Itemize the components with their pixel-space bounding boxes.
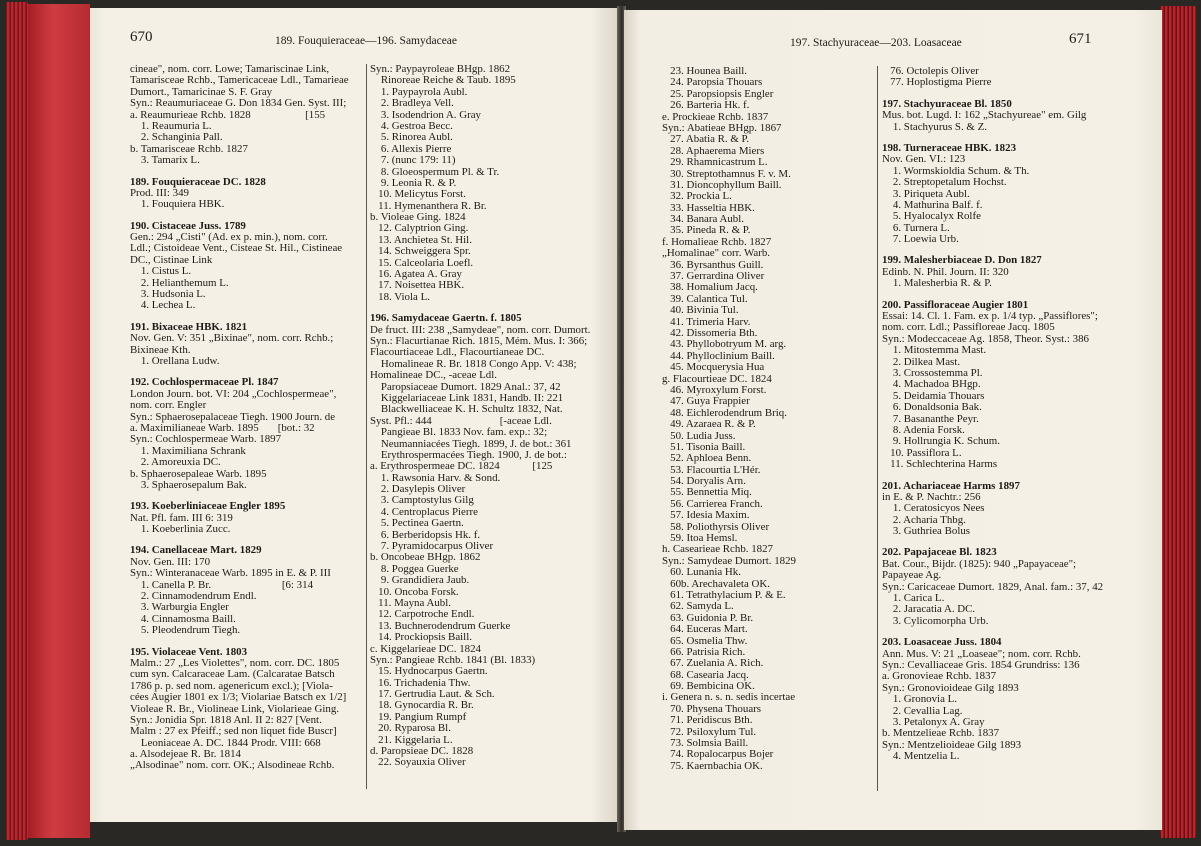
- text-line: a. Reaumurieae Rchb. 1828 [155: [130, 109, 326, 121]
- text-line: Malm.: 27 „Les Violettes", nom. corr. DC. 1805: [130, 657, 340, 669]
- text-line: 3. Crossostemma Pl.: [882, 367, 983, 379]
- text-line: in E. & P. Nachtr.: 256: [882, 491, 981, 503]
- text-line: 10. Melicytus Forst.: [370, 189, 466, 201]
- text-line: 1. Stachyurus S. & Z.: [882, 121, 987, 133]
- text-line: Paropsiaceae Dumort. 1829 Anal.: 37, 42: [370, 381, 561, 393]
- text-line: Syn.: Mentzelioideae Gilg 1893: [882, 739, 1022, 751]
- text-line: d. Paropsieae DC. 1828: [370, 746, 474, 758]
- text-line: 11. Schlechterina Harms: [882, 459, 998, 471]
- text-line: Ann. Mus. V: 21 „Loaseae"; nom. corr. Rchb.: [882, 648, 1081, 660]
- text-line: 2. Amoreuxia DC.: [130, 457, 221, 469]
- text-line: Pangieae Bl. 1833 Nov. fam. exp.: 32;: [370, 427, 548, 439]
- text-line: 6. Allexis Pierre: [370, 143, 452, 155]
- text-line: 65. Osmelia Thw.: [662, 635, 748, 647]
- text-line: 14. Schweiggera Spr.: [370, 246, 471, 258]
- text-line: [882, 471, 1144, 481]
- left-page: [90, 8, 618, 822]
- text-line: 200. Passifloraceae Augier 1801: [882, 299, 1029, 311]
- text-line: e. Prockieae Rchb. 1837: [662, 111, 769, 123]
- text-line: 2. Cinnamodendrum Endl.: [130, 591, 257, 603]
- text-line: 10. Passiflora L.: [882, 447, 962, 459]
- text-line: [130, 637, 362, 647]
- text-line: 73. Solmsia Baill.: [662, 738, 749, 750]
- text-line: 62. Samyda L.: [662, 601, 734, 613]
- text-line: 51. Tisonia Baill.: [662, 441, 746, 453]
- text-line: 20. Ryparosa Bl.: [370, 723, 451, 735]
- text-line: 3. Piriqueta Aubl.: [882, 188, 970, 200]
- text-line: 193. Koeberliniaceae Engler 1895: [130, 501, 286, 513]
- text-line: 57. Idesia Maxim.: [662, 510, 750, 522]
- text-line: Syn.: Flacurtianae Rich. 1815, Mém. Mus. I: 366;: [370, 335, 588, 347]
- text-line: 46. Myroxylum Forst.: [662, 384, 767, 396]
- text-line: Edinb. N. Phil. Journ. II: 320: [882, 266, 1009, 278]
- text-line: 189. Fouquieraceae DC. 1828: [130, 176, 266, 188]
- text-line: Malm : 27 ex Pfeiff.; sed non liquet fide Buscr]: [130, 726, 337, 738]
- text-line: 1. Wormskioldia Schum. & Th.: [882, 165, 1030, 177]
- text-line: 3. Isodendrion A. Gray: [370, 109, 482, 121]
- text-line: Syn.: Abatieae BHgp. 1867: [662, 122, 782, 134]
- text-line: 8. Gloeospermum Pl. & Tr.: [370, 166, 500, 178]
- text-line: 70. Physena Thouars: [662, 703, 762, 715]
- book-edge-left-inner: [28, 4, 90, 838]
- text-line: 7. Pyramidocarpus Oliver: [370, 541, 494, 553]
- text-line: [130, 367, 362, 377]
- text-line: 197. Stachyuraceae Bl. 1850: [882, 98, 1012, 110]
- text-line: 2. Streptopetalum Hochst.: [882, 177, 1007, 189]
- left-column-divider: [366, 64, 367, 789]
- text-line: 34. Banara Aubl.: [662, 214, 744, 226]
- text-line: 2. Dasylepis Oliver: [370, 484, 466, 496]
- text-line: Syn.: Gronovioideae Gilg 1893: [882, 682, 1019, 694]
- text-line: 15. Calceolaria Loefl.: [370, 257, 474, 269]
- text-line: Syn.: Caricaceae Dumort. 1829, Anal. fam.: 37, 42: [882, 581, 1104, 593]
- text-line: [130, 167, 362, 177]
- text-line: 18. Viola L.: [370, 291, 430, 303]
- text-line: Syn.: Pangieae Rchb. 1841 (Bl. 1833): [370, 654, 536, 666]
- text-line: 1. Malesherbia R. & P.: [882, 278, 992, 290]
- right-column-1: [662, 66, 874, 772]
- text-line: 202. Papajaceae Bl. 1823: [882, 547, 997, 559]
- text-line: 54. Doryalis Arn.: [662, 476, 746, 488]
- text-line: Leoniaceae A. DC. 1844 Prodr. VIII: 668: [130, 737, 321, 749]
- text-line: 60. Lunania Hk.: [662, 567, 741, 579]
- text-line: 1. Maximiliana Schrank: [130, 445, 246, 457]
- text-line: 5. Pleodendrum Tiegh.: [130, 625, 241, 637]
- text-line: Syn.: Winteranaceae Warb. 1895 in E. & P. III: [130, 568, 331, 580]
- text-line: 5. Deidamia Thouars: [882, 390, 985, 402]
- text-line: 24. Paropsia Thouars: [662, 77, 763, 89]
- text-line: 38. Homalium Jacq.: [662, 282, 758, 294]
- text-line: 30. Streptothamnus F. v. M.: [662, 168, 791, 180]
- text-line: 1786 p. p. sed nom. agenericum excl.); [Viola-: [130, 680, 333, 692]
- text-line: 14. Prockiopsis Baill.: [370, 632, 472, 644]
- text-line: 5. Rinorea Aubl.: [370, 132, 453, 144]
- text-line: 3. Cylicomorpha Urb.: [882, 615, 989, 627]
- text-line: Homalineae R. Br. 1818 Congo App. V: 438;: [370, 358, 577, 370]
- text-line: 25. Paropsiopsis Engler: [662, 88, 774, 100]
- text-line: [882, 537, 1144, 547]
- text-line: 1. Rawsonia Harv. & Sond.: [370, 472, 501, 484]
- text-line: Prod. III: 349: [130, 187, 189, 199]
- text-line: 2. Jaracatia A. DC.: [882, 604, 976, 616]
- text-line: Erythrospermacées Tiegh. 1900, J. de bot.:: [370, 449, 567, 461]
- text-line: [130, 491, 362, 501]
- text-line: 198. Turneraceae HBK. 1823: [882, 142, 1017, 154]
- text-line: 1. Cistus L.: [130, 266, 192, 278]
- text-line: 1. Canella P. Br. [6: 314: [130, 579, 314, 591]
- text-line: 69. Bembicina OK.: [662, 681, 755, 693]
- book-edge-left: [6, 2, 28, 840]
- text-line: 7. (nunc 179: 11): [370, 155, 456, 167]
- text-line: Homalineae DC., -aceae Ldl.: [370, 370, 497, 382]
- text-line: 9. Hollrungia K. Schum.: [882, 436, 1000, 448]
- text-line: 4. Mentzelia L.: [882, 751, 960, 763]
- right-page-number: 671: [1069, 31, 1092, 47]
- text-line: c. Kiggelarieae DC. 1824: [370, 643, 481, 655]
- text-line: h. Casearieae Rchb. 1827: [662, 544, 773, 556]
- text-line: 12. Carpotroche Endl.: [370, 609, 475, 621]
- text-line: Syn.: Modeccaceae Ag. 1858, Theor. Syst.: 386: [882, 333, 1089, 345]
- text-line: Syn.: Reaumuriaceae G. Don 1834 Gen. Syst. III;: [130, 98, 347, 110]
- text-line: Syn.: Sphaerosepalaceae Tiegh. 1900 Journ. de: [130, 411, 336, 423]
- text-line: 40. Bivinia Tul.: [662, 305, 739, 317]
- text-line: 76. Octolepis Oliver: [882, 66, 979, 77]
- text-line: b. Tamarisceae Rchb. 1827: [130, 143, 248, 155]
- text-line: 2. Dilkea Mast.: [882, 356, 961, 368]
- text-line: 42. Dissomeria Bth.: [662, 327, 758, 339]
- text-line: 2. Cevallia Lag.: [882, 705, 963, 717]
- text-line: Syn.: Samydeae Dumort. 1829: [662, 555, 797, 567]
- text-line: 194. Canellaceae Mart. 1829: [130, 545, 262, 557]
- text-line: 7. Loewia Urb.: [882, 234, 959, 246]
- text-line: 5. Hyalocalyx Rolfe: [882, 211, 981, 223]
- text-line: Bat. Cour., Bijdr. (1825): 940 „Papayaceae";: [882, 558, 1077, 570]
- text-line: 28. Aphaerema Miers: [662, 145, 765, 157]
- left-page-number: 670: [130, 29, 153, 45]
- text-line: 4. Centroplacus Pierre: [370, 506, 478, 518]
- text-line: [130, 312, 362, 322]
- text-line: Syn.: Paypayroleae BHgp. 1862: [370, 64, 511, 75]
- text-line: 6. Berberidopsis Hk. f.: [370, 529, 481, 541]
- text-line: 66. Patrisia Rich.: [662, 646, 746, 658]
- text-line: 39. Calantica Tul.: [662, 293, 748, 305]
- text-line: 4. Lechea L.: [130, 300, 196, 312]
- text-line: London Journ. bot. VI: 204 „Cochlospermeae",: [130, 388, 337, 400]
- text-line: 59. Itoa Hemsl.: [662, 533, 738, 545]
- text-line: 33. Hasseltia HBK.: [662, 202, 755, 214]
- text-line: 4. Cinnamosma Baill.: [130, 613, 236, 625]
- text-line: b. Mentzelieae Rchb. 1837: [882, 728, 1000, 740]
- text-line: f. Homalieae Rchb. 1827: [662, 236, 772, 248]
- text-line: 8. Adenia Forsk.: [882, 424, 965, 436]
- text-line: 201. Achariaceae Harms 1897: [882, 480, 1020, 492]
- text-line: g. Flacourtieae DC. 1824: [662, 373, 772, 385]
- left-running-head: 189. Fouquieraceae—196. Samydaceae: [275, 35, 458, 47]
- text-line: 199. Malesherbiaceae D. Don 1827: [882, 255, 1042, 267]
- text-line: 77. Hoplostigma Pierre: [882, 77, 992, 89]
- text-line: 3. Hudsonia L.: [130, 289, 206, 301]
- text-line: 72. Psiloxylum Tul.: [662, 726, 757, 738]
- text-line: 15. Hydnocarpus Gaertn.: [370, 666, 488, 678]
- text-line: Kiggelariaceae Link 1831, Handb. II: 221: [370, 392, 564, 404]
- text-line: 41. Trimeria Harv.: [662, 316, 751, 328]
- text-line: Bixineae Kth.: [130, 344, 191, 356]
- text-line: Syn.: Cochlospermeae Warb. 1897: [130, 434, 282, 446]
- text-line: 11. Hymenanthera R. Br.: [370, 200, 487, 212]
- text-line: cineae", nom. corr. Lowe; Tamariscinae Link,: [130, 64, 330, 75]
- text-line: 52. Aphloea Benn.: [662, 453, 752, 465]
- text-line: 53. Flacourtia L'Hér.: [662, 464, 761, 476]
- text-line: 9. Grandidiera Jaub.: [370, 575, 470, 587]
- text-line: 4. Machadoa BHgp.: [882, 379, 981, 391]
- text-line: nom. corr. Ldl.; Passifloreae Jacq. 1805: [882, 322, 1055, 334]
- text-line: Neumanniacées Tiegh. 1899, J. de bot.: 361: [370, 438, 572, 450]
- text-line: 74. Ropalocarpus Bojer: [662, 749, 774, 761]
- text-line: 10. Oncoba Forsk.: [370, 586, 459, 598]
- text-line: 63. Guidonia P. Br.: [662, 612, 754, 624]
- left-column-2: [370, 64, 610, 769]
- text-line: 35. Pineda R. & P.: [662, 225, 751, 237]
- text-line: 1. Orellana Ludw.: [130, 355, 220, 367]
- text-line: „Alsodinae" nom. corr. OK.; Alsodineae Rchb.: [130, 760, 335, 772]
- text-line: 2. Acharia Thbg.: [882, 514, 966, 526]
- text-line: 45. Mocquerysia Hua: [662, 362, 765, 374]
- text-line: a. Gronovieae Rchb. 1837: [882, 671, 997, 683]
- text-line: 3. Sphaerosepalum Bak.: [130, 479, 247, 491]
- text-line: Papayeae Ag.: [882, 570, 942, 582]
- text-line: DC., Cistinae Link: [130, 254, 213, 266]
- text-line: a. Alsodejeae R. Br. 1814: [130, 749, 242, 761]
- text-line: 9. Leonia R. & P.: [370, 177, 457, 189]
- text-line: 7. Basananthe Peyr.: [882, 413, 979, 425]
- left-column-1: [130, 64, 362, 772]
- text-line: 3. Petalonyx A. Gray: [882, 716, 985, 728]
- text-line: b. Violeae Ging. 1824: [370, 212, 466, 224]
- text-line: Nov. Gen. VI.: 123: [882, 154, 966, 166]
- text-line: 195. Violaceae Vent. 1803: [130, 646, 248, 658]
- text-line: 47. Guya Frappier: [662, 396, 750, 408]
- text-line: 4. Mathurina Balf. f.: [882, 199, 983, 211]
- text-line: 48. Eichlerodendrum Briq.: [662, 407, 787, 419]
- text-line: 32. Prockia L.: [662, 191, 732, 203]
- text-line: Dumort., Tamaricinae S. F. Gray: [130, 86, 273, 98]
- text-line: [882, 290, 1144, 300]
- text-line: [130, 211, 362, 221]
- text-line: cées Augier 1801 ex 1/3; Violariae Batsch ex 1/2]: [130, 692, 347, 704]
- text-line: 1. Carica L.: [882, 593, 945, 605]
- text-line: 17. Gertrudia Laut. & Sch.: [370, 689, 495, 701]
- text-line: 191. Bixaceae HBK. 1821: [130, 321, 248, 333]
- right-running-head: 197. Stachyuraceae—203. Loasaceae: [790, 37, 962, 49]
- text-line: Nov. Gen. III: 170: [130, 556, 211, 568]
- text-line: Nov. Gen. V: 351 „Bixinae", nom. corr. Rchb.;: [130, 333, 334, 345]
- text-line: [370, 303, 610, 313]
- right-column-2: [882, 66, 1144, 762]
- text-line: 21. Kiggelaria L.: [370, 734, 453, 746]
- text-line: 4. Gestroa Becc.: [370, 120, 453, 132]
- text-line: 2. Helianthemum L.: [130, 277, 229, 289]
- right-column-divider: [877, 66, 878, 791]
- text-line: b. Sphaerosepaleae Warb. 1895: [130, 468, 267, 480]
- text-line: i. Genera n. s. n. sedis incertae: [662, 692, 796, 704]
- text-line: 1. Mitostemma Mast.: [882, 345, 987, 357]
- text-line: 3. Tamarix L.: [130, 155, 200, 167]
- text-line: a. Erythrospermeae DC. 1824 [125: [370, 461, 553, 473]
- text-line: Syn.: Jonidia Spr. 1818 Anl. II 2: 827 [Vent.: [130, 714, 322, 726]
- book-edge-right: [1160, 6, 1196, 838]
- text-line: 6. Donaldsonia Bak.: [882, 402, 982, 414]
- text-line: 3. Camptostylus Gilg: [370, 495, 474, 507]
- text-line: 16. Agatea A. Gray: [370, 269, 462, 281]
- text-line: Tamarisceae Rchb., Tamericaceae Ldl., Tamarieae: [130, 75, 349, 87]
- text-line: 196. Samydaceae Gaertn. f. 1805: [370, 313, 522, 325]
- text-line: 18. Gynocardia R. Br.: [370, 700, 474, 712]
- text-line: 50. Ludia Juss.: [662, 430, 736, 442]
- text-line: 29. Rhamnicastrum L.: [662, 157, 768, 169]
- text-line: 60b. Arechavaleta OK.: [662, 578, 770, 590]
- text-line: Ldl.; Cistoideae Vent., Cisteae St. Hil., Cistineae: [130, 243, 343, 255]
- text-line: 2. Schanginia Pall.: [130, 132, 223, 144]
- text-line: 31. Dioncophyllum Baill.: [662, 179, 782, 191]
- text-line: nom. corr. Engler: [130, 400, 207, 412]
- text-line: 55. Bennettia Miq.: [662, 487, 752, 499]
- text-line: Flacourtiaceae Ldl., Flacourtianeae DC.: [370, 347, 545, 359]
- text-line: 192. Cochlospermaceae Pl. 1847: [130, 377, 279, 389]
- text-line: Blackwelliaceae K. H. Schultz 1832, Nat.: [370, 404, 563, 416]
- text-line: 67. Zuelania A. Rich.: [662, 658, 764, 670]
- text-line: 13. Anchietea St. Hil.: [370, 234, 472, 246]
- text-line: „Homalinae" corr. Warb.: [662, 248, 770, 260]
- text-line: 1. Gronovia L.: [882, 694, 958, 706]
- text-line: 8. Poggea Guerke: [370, 563, 459, 575]
- text-line: 49. Azaraea R. & P.: [662, 419, 756, 431]
- text-line: 71. Peridiscus Bth.: [662, 715, 753, 727]
- text-line: 12. Calyptrion Ging.: [370, 223, 469, 235]
- text-line: 43. Phyllobotryum M. arg.: [662, 339, 787, 351]
- text-line: 27. Abatia R. & P.: [662, 134, 750, 146]
- text-line: Gen.: 294 „Cisti" (Ad. ex p. min.), nom. corr.: [130, 232, 328, 244]
- text-line: 2. Bradleya Vell.: [370, 98, 454, 110]
- text-line: 44. Phylloclinium Baill.: [662, 350, 775, 362]
- text-line: 13. Buchnerodendrum Guerke: [370, 620, 511, 632]
- right-page: [624, 10, 1162, 830]
- text-line: [882, 245, 1144, 255]
- text-line: 56. Carrierea Franch.: [662, 498, 763, 510]
- text-line: 6. Turnera L.: [882, 222, 950, 234]
- text-line: 19. Pangium Rumpf: [370, 711, 467, 723]
- text-line: Rinoreae Reiche & Taub. 1895: [370, 75, 516, 87]
- text-line: 1. Paypayrola Aubl.: [370, 86, 468, 98]
- text-line: 11. Mayna Aubl.: [370, 597, 451, 609]
- text-line: Mus. bot. Lugd. I: 162 „Stachyureae" em. Gilg: [882, 110, 1087, 122]
- text-line: 3. Guthriea Bolus: [882, 526, 971, 538]
- text-line: 203. Loasaceae Juss. 1804: [882, 637, 1002, 649]
- text-line: 16. Trichadenia Thw.: [370, 677, 471, 689]
- text-line: 1. Fouquiera HBK.: [130, 199, 225, 211]
- text-line: Nat. Pfl. fam. III 6: 319: [130, 512, 233, 524]
- text-line: Essai: 14. Cl. 1. Fam. ex p. 1/4 typ. „Passiflores";: [882, 311, 1098, 323]
- text-line: 23. Hounea Baill.: [662, 66, 747, 77]
- text-line: Syn.: Cevalliaceae Gris. 1854 Grundriss: 136: [882, 659, 1080, 671]
- text-line: [130, 535, 362, 545]
- text-line: Violeae R. Br., Violineae Link, Violarieae Ging.: [130, 703, 340, 715]
- text-line: [882, 627, 1144, 637]
- text-line: 17. Noisettea HBK.: [370, 280, 465, 292]
- text-line: 75. Kaernbachia OK.: [662, 760, 763, 772]
- text-line: 1. Koeberlinia Zucc.: [130, 524, 231, 536]
- text-line: 3. Warburgia Engler: [130, 602, 229, 614]
- text-line: 22. Soyauxia Oliver: [370, 757, 466, 769]
- text-line: 1. Reaumuria L.: [130, 120, 212, 132]
- text-line: 1. Ceratosicyos Nees: [882, 503, 985, 515]
- text-line: 26. Barteria Hk. f.: [662, 100, 750, 112]
- text-line: 190. Cistaceae Juss. 1789: [130, 220, 246, 232]
- text-line: a. Maximilianeae Warb. 1895 [bot.: 32: [130, 422, 315, 434]
- text-line: [882, 133, 1144, 143]
- text-line: b. Oncobeae BHgp. 1862: [370, 552, 481, 564]
- text-line: cum syn. Calcaraceae Lam. (Calcaratae Batsch: [130, 669, 335, 681]
- text-line: 37. Gerrardina Oliver: [662, 271, 765, 283]
- text-line: 58. Poliothyrsis Oliver: [662, 521, 770, 533]
- text-line: De fruct. III: 238 „Samydeae", nom. corr. Dumort.: [370, 324, 591, 336]
- text-line: 61. Tetrathylacium P. & E.: [662, 589, 786, 601]
- text-line: 5. Pectinea Gaertn.: [370, 518, 464, 530]
- text-line: [882, 89, 1144, 99]
- text-line: Syst. Pfl.: 444 [-aceae Ldl.: [370, 415, 552, 427]
- text-line: 36. Byrsanthus Guill.: [662, 259, 764, 271]
- text-line: 64. Euceras Mart.: [662, 624, 748, 636]
- text-line: 68. Casearia Jacq.: [662, 669, 749, 681]
